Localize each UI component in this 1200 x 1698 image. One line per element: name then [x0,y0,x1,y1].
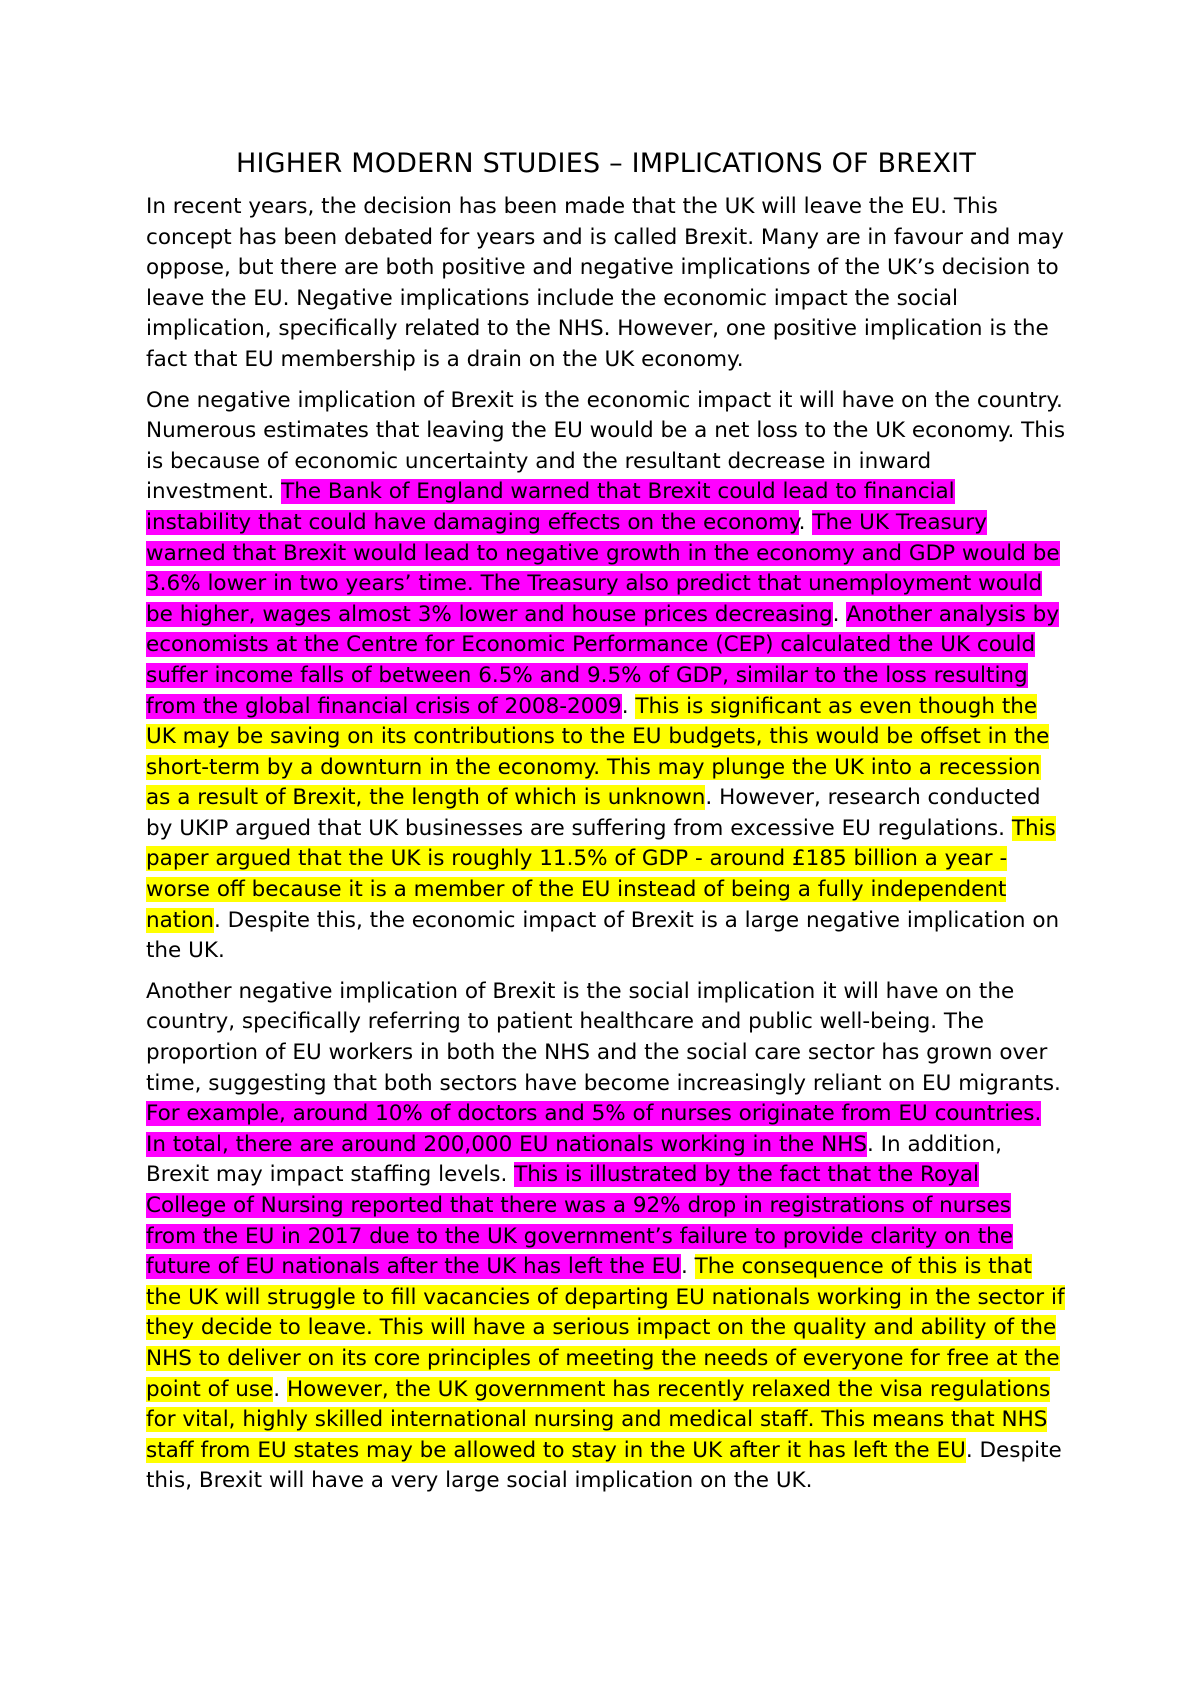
text-segment: . In addition, Brexit may impact staffing levels. [146,1131,1002,1188]
text-segment: . Despite this, the economic impact of Brexit is a large negative implication on the UK. [146,907,1060,964]
text-segment: One negative implication of Brexit is the economic impact it will have on the country. Numerous estimates that leaving the EU would be a net loss to the UK economy. This is because of economic uncertainty and the resultant decrease in inward investment. [146,387,1066,505]
yellow-highlight: This paper argued that the UK is roughly 11.5% of GDP - around £185 billion a year - worse off because it is a member of the EU instead of being a fully independent nation [146,815,1056,933]
social-paragraph [146,977,1066,1497]
yellow-highlight: However, the UK government has recently relaxed the visa regulations for vital, highly skilled international nursing and medical staff. This means that NHS staff from EU states may be allowed to stay in the UK after it has left the EU [146,1376,1051,1463]
magenta-highlight: The UK Treasury warned that Brexit would lead to negative growth in the economy and GDP would be 3.6% lower in two years’ time. The Treasury also predict that unemployment would be higher, wages almost 3% lower and house prices decreasing [146,509,1060,627]
magenta-highlight: For example, around 10% of doctors and 5% of nurses originate from EU countries. In total, there are around 200,000 EU nationals working in the NHS [146,1101,1042,1157]
text-segment: . [680,1254,695,1280]
magenta-highlight: This is illustrated by the fact that the Royal College of Nursing reported that there was a 92% drop in registrations of nurses from the EU in 2017 due to the UK government’s failure to provide clarity on the future of EU nationals after the UK has left the EU [146,1162,1014,1280]
text-segment: . [832,601,847,627]
text-segment: . Despite this, Brexit will have a very large social implication on the UK. [146,1437,1062,1494]
yellow-highlight: The consequence of this is that the UK will struggle to fill vacancies of departing EU nationals working in the sector if they decide to leave. This will have a serious impact on the quality and ability of the NHS to deliver on its core principles of meeting the needs of everyone for free at the point of use [146,1254,1065,1402]
text-segment: Another negative implication of Brexit is the social implication it will have on the country, specifically referring to patient healthcare and public well-being. The proportion of EU workers in both the NHS and the social care sector has grown over time, suggesting that both sectors have become increasingly reliant on EU migrants. [146,978,1061,1096]
text-segment: . [273,1376,287,1402]
economic-paragraph [146,386,1066,967]
magenta-highlight: The Bank of England warned that Brexit could lead to financial instability that could have damaging effects on the economy [146,479,955,535]
intro-paragraph [146,192,1066,376]
document-body [146,146,1066,1507]
text-segment: In recent years, the decision has been made that the UK will leave the EU. This concept has been debated for years and is called Brexit. Many are in favour and may oppose, but there are both positive and negative implications of the UK’s decision to leave the EU. Negative implications include the economic impact the social implication, specifically related to the NHS. However, one positive implication is the fact that EU membership is a drain on the UK economy. [146,194,1064,372]
text-segment: . However, research conducted by UKIP argued that UK businesses are suffering from excessive EU regulations. [146,785,1041,841]
document-title: HIGHER MODERN STUDIES – IMPLICATIONS OF BREXIT [235,148,977,179]
text-segment: . [798,509,813,535]
magenta-highlight: Another analysis by economists at the Centre for Economic Performance (CEP) calculated the UK could suffer income falls of between 6.5% and 9.5% of GDP, similar to the loss resulting from the global financial crisis of 2008-2009 [146,601,1060,719]
yellow-highlight: This is significant as even though the UK may be saving on its contributions to the EU budgets, this would be offset in the short-term by a downturn in the economy. This may plunge the UK into a recession as a result of Brexit, the length of which is unknown [146,693,1050,811]
text-segment: . [621,693,636,719]
